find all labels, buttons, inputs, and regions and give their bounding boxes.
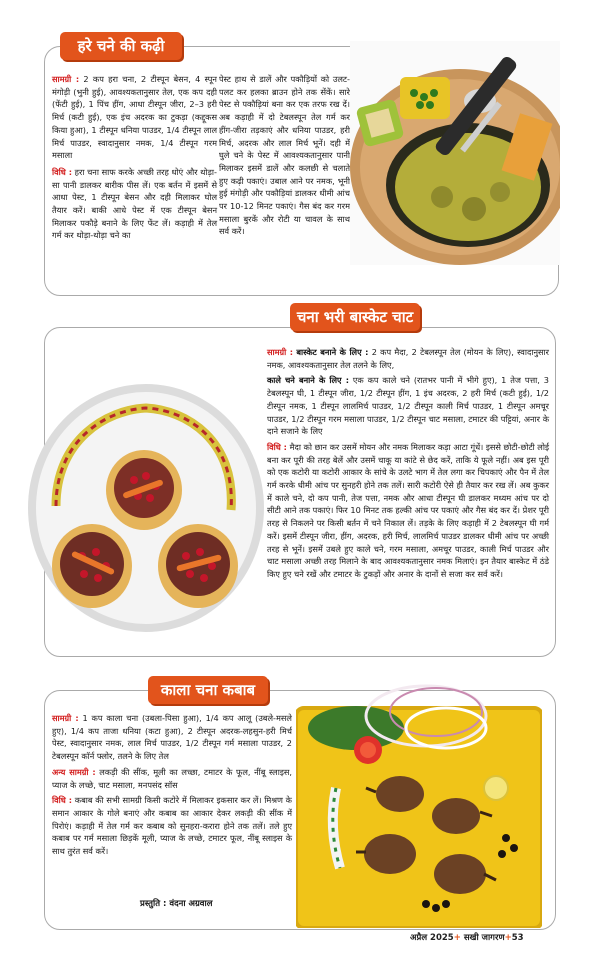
basket-label: बास्केट बनाने के लिए : [296,347,369,357]
method-label: विधि : [267,441,287,452]
method-text: मैदा को छान कर उसमें मोयन और नमक मिलाकर कड़ा आटा गूंधें। इससे छोटी-छोटी लोई बना कर पूरी की तरह बेलें और उसमें चाकू या कांटे से छेद करें, ताकि ये फूले नहीं। अब इस पूरी को एक कटोरी या कटोरी आकार के सांचे के उलटे भाग में तेल लगा कर चिपकाएं और पैन में तेल गर्म करके धीमी आंच पर सुनहरी होने तक तलें। सारी कटोरी ऐसे ही तैयार कर रख लें। अब कुकर में काले चने, दो कप पानी, तेज पत्ता, नमक और आधा टीस्पून घी डालकर मध्यम आंच पर दो सीटी आने तक पकाएं। फिर 10 मिनट तक हल्की आंच पर पकाएं और गैस बंद कर दें। प्रेशर पूरी तरह से निकलने पर किसी बर्तन में चने निकाल लें। तड़के के लिए कड़ाही में 2 टेबलस्पून घी गर्म करें। इसमें टीस्पून जीरा, हींग, अदरक, हरी मिर्च, लालमिर्च पाउडर डालकर धीमी आंच पर अच्छी तरह से भूनें। इसमें उबले हुए काले चने, गरम मसाला, अमचूर पाउडर, काली मिर्च पाउडर और चाट मसाला अच्छी तरह मिलाने के बाद आवश्यकतानुसार नमक मिलाएं। इन तैयार बास्केट में ठंडे किए हुए चने रखें और टमाटर के टुकड़ों और अनार के दानों से सजा कर सर्व करें। [267,441,549,579]
footer-month: अप्रैल 2025 [410,933,454,943]
section2-text [267,346,549,581]
method-label: विधि : [52,795,73,806]
ingredients-text: 2 कप हरा चना, 2 टीस्पून बेसन, 4 स्पून मंगोड़ी (भुनी हुई), आवश्यकतानुसार तेल, एक कप दही (फेंटी हुई), 1 पिंच हींग, आधा टीस्पून जीरा, 2–3 हरी मिर्च (कटी हुई), एक इंच अदरक का टुकड़ा (कद्दूकस किया हुआ), 1 टीस्पून धनिया पाउडर, 1/4 टीस्पून लाल मिर्च पाउडर, स्वादानुसार नमक, 1/4 टीस्पून गरम मसाला [52,74,217,161]
ingredients-label: सामग्री : [267,347,294,357]
footer-magazine: सखी जागरण [463,933,505,943]
credit-label: प्रस्तुति : [140,899,167,909]
basket-text: 2 कप मैदा, 2 टेबलस्पून तेल (मोयन के लिए), स्वादानुसार नमक, आवश्यकतानुसार तेल तलने के लिए, [267,347,549,370]
section1-col1 [52,73,217,242]
section3-text [52,712,292,858]
basket-chaat-photo [26,370,276,640]
method-text: कबाब की सभी सामग्री किसी कटोरे में मिलाकर इकसार कर लें। मिश्रण के समान आकार के गोले बनाएं और कबाब का आकार देकर लकड़ी की सींक में पिरोएं। कड़ाही में तेल गर्म कर कबाब को सुनहरा-करारा होने तक तलें। तले हुए कबाब पर गर्म मसाला छिड़कें मूली, प्याज के लच्छे, टमाटर फूल, नींबू स्लाइस के साथ तुरंत सर्व करें। [52,795,292,857]
method-label: विधि : [52,166,72,177]
credit [140,898,290,911]
section1-col2 [219,73,350,238]
ingredients-label: सामग्री : [52,74,80,84]
other-ingredients-label: अन्य सामग्री : [52,766,96,777]
filling-label: काले चने बनाने के लिए : [267,375,349,386]
kebab-photo [296,668,542,928]
footer-page: 53 [511,933,524,943]
filling-text: एक कप काले चने (रातभर पानी में भीगे हुए), 1 तेज पत्ता, 3 टेबलस्पून घी, 1 टीस्पून जीरा, 1/2 टीस्पून हींग, 1 इंच अदरक, 2 हरी मिर्च (कटी हुई), 1/2 टीस्पून नमक, 1 टीस्पून लालमिर्च पाउडर, 1/2 टीस्पून काली मिर्च पाउडर, 1 टीस्पून अमचूर पाउडर, 1/2 टीस्पून गरम मसाला पाउडर, 1/2 टीस्पून चाट मसाला, टमाटर की पट्टियां, अनार के दाने सजाने के लिए [267,375,549,437]
section3-title: काला चना कबाब [148,676,268,704]
ingredients-label: सामग्री : [52,713,79,723]
credit-name: वंदना अग्रवाल [169,899,213,909]
method-text: हरा चना साफ करके अच्छी तरह धोएं और थोड़ा-सा पानी डालकर बारीक पीस लें। एक बर्तन में इसमें से आधा पेस्ट, 1 टीस्पून बेसन और दही मिलाकर घोल तैयार करें। बाकी आधे पेस्ट में एक टीस्पून बेसन मिलाकर पकौड़े बनाने के लिए फेंट लें। कड़ाही में तेल गर्म कर थोड़ा-थोड़ा चने का [52,166,217,241]
method-text-cont: पेस्ट हाथ से डालें और पकौड़ियों को उलट-पलट कर हलका ब्राउन होने तक सेंकें। सारे पेस्ट से पकौड़ियां बना कर एक तरफ रख दें। अब कड़ाही में दो टेबलस्पून तेल गर्म कर हींग-जीरा तड़काएं और धनिया पाउडर, हरी मिर्च, अदरक और लाल मिर्च भूनें। दही में घुले चने के पेस्ट में आवश्यकतानुसार पानी मिलाकर इसमें डालें और कलछी से चलाते हुए कढ़ी पकाएं। उबाल आने पर नमक, भूनी हुई मंगोड़ी और पकौड़ियां डालकर धीमी आंच पर 10-12 मिनट पकाएं। गैस बंद कर गरम मसाला बुरकें और रोटी या चावल के साथ सर्व करें। [219,74,350,237]
ingredients-text: 1 कप काला चना (उबला-पिसा हुआ), 1/4 कप आलू (उबले-मसले हुए), 1/4 कप ताजा धनिया (कटा हुआ), 2 टीस्पून अदरक-लहसुन-हरी मिर्च पेस्ट, स्वादानुसार नमक, लाल मिर्च पाउडर, 1/2 टीस्पून गर्म मसाला पाउडर, 2 टेबलस्पून कॉर्न फ्लोर, तलने के लिए तेल [52,713,292,762]
other-ingredients-text: लकड़ी की सींक, मूली का लच्छा, टमाटर के फूल, नींबू स्लाइस, प्याज के लच्छे, चाट मसाला, मनपसंद सॉस [52,766,292,790]
section2-title: चना भरी बास्केट चाट [290,303,420,331]
kadhi-photo [350,27,560,265]
section1-title: हरे चने की कढ़ी [60,32,182,60]
footer: अप्रैल 2025+ सखी जागरण+53 [410,933,524,943]
